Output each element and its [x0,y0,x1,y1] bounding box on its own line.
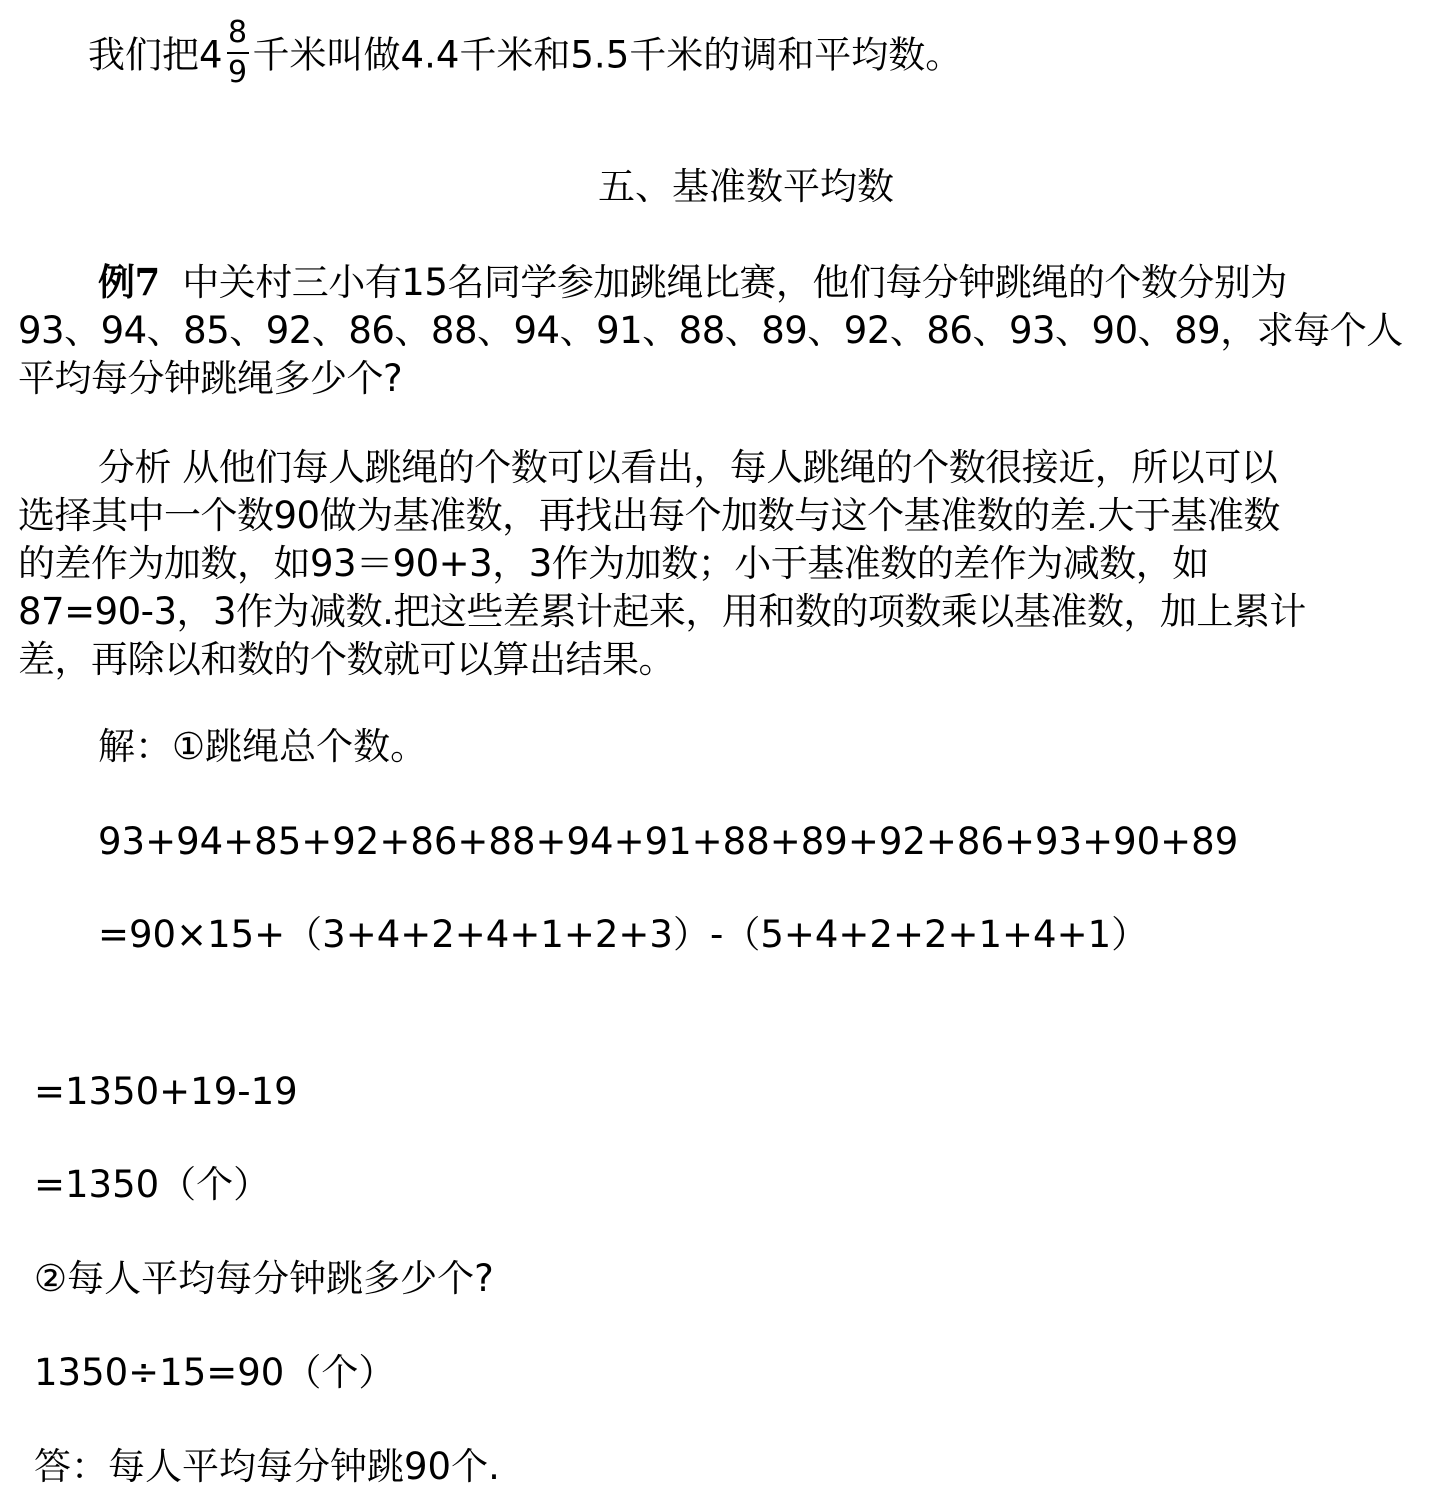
fraction-numerator: 8 [228,15,248,50]
example-line-3: 平均每分钟跳绳多少个? [18,357,403,400]
solution-step1-title: 解：①跳绳总个数。 [98,725,428,768]
example-text-1: 中关村三小有15名同学参加跳绳比赛，他们每分钟跳绳的个数分别为 [182,261,1287,304]
solution-sum-expression: 93+94+85+92+86+88+94+91+88+89+92+86+93+90+89 [98,820,1239,863]
section-title: 五、基准数平均数 [598,165,894,208]
intro-line [88,15,963,92]
analysis-paragraph [18,444,1428,684]
solution-calc-2: =1350（个） [34,1163,271,1206]
fraction-bar [227,52,249,54]
fraction [227,15,249,90]
analysis-line-1 [18,444,1428,492]
solution-step2-title: ②每人平均每分钟跳多少个? [34,1257,494,1300]
analysis-line-2: 选择其中一个数90做为基准数，再找出每个加数与这个基准数的差.大于基准数 [18,494,1280,537]
analysis-line-4: 87=90-3，3作为减数.把这些差累计起来，用和数的项数乘以基准数，加上累计 [18,590,1306,633]
solution-calc-3: 1350÷15=90（个） [34,1351,396,1394]
example-paragraph [18,258,1428,403]
analysis-line-3: 的差作为加数，如93＝90+3，3作为加数；小于基准数的差作为减数，如 [18,542,1209,585]
fraction-denominator: 9 [228,55,248,90]
solution-base-expression: =90×15+（3+4+2+4+1+2+3）-（5+4+2+2+1+4+1） [98,913,1149,956]
solution-calc-1: =1350+19-19 [34,1070,298,1113]
analysis-text-1: 分析 从他们每人跳绳的个数可以看出，每人跳绳的个数很接近，所以可以 [98,446,1278,489]
example-line-2: 93、94、85、92、86、88、94、91、88、89、92、86、93、90、89，求每个人 [18,309,1403,352]
example-line-1 [18,258,1428,307]
example-label: 例7 [98,260,160,304]
intro-suffix: 千米叫做4.4千米和5.5千米的调和平均数。 [252,33,963,77]
solution-answer: 答：每人平均每分钟跳90个. [34,1445,500,1488]
analysis-line-5: 差，再除以和数的个数就可以算出结果。 [18,638,675,681]
intro-prefix: 我们把4 [88,33,223,77]
